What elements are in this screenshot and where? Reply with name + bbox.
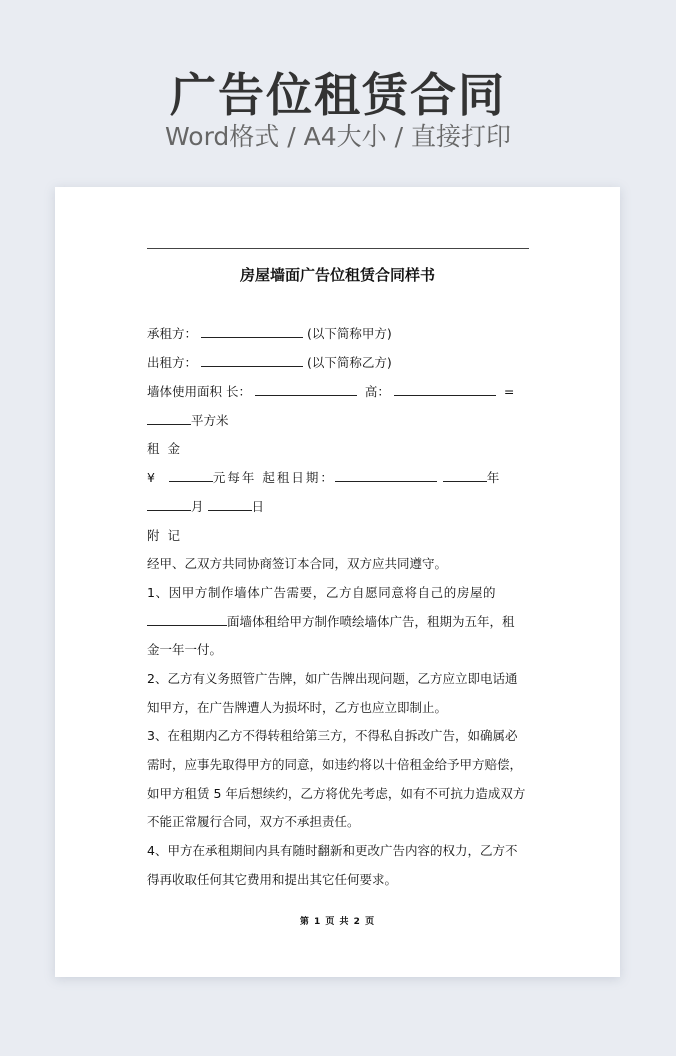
height-blank[interactable] <box>394 383 496 396</box>
document-title: 房屋墙面广告位租赁合同样书 <box>239 266 435 284</box>
clause-2-line-2: 知甲方，在广告牌遭人为损坏时，乙方也应立即制止。 <box>147 700 448 715</box>
page-footer: 第 1 页 共 2 页 <box>299 917 376 927</box>
year-label: 年 <box>486 470 502 485</box>
document-page <box>55 187 620 977</box>
height-label: 高： <box>364 384 390 399</box>
area-line <box>147 383 531 401</box>
currency-symbol: ¥ <box>147 470 157 485</box>
date-line <box>147 498 531 516</box>
wall-blank[interactable] <box>147 613 227 626</box>
area-blank[interactable] <box>147 412 191 425</box>
per-year-label: 元每年 起租日期： <box>212 470 335 485</box>
clause-4-line-1: 4、甲方在承租期间内具有随时翻新和更改广告内容的权力，乙方不 <box>147 843 518 858</box>
lessee-line <box>147 325 531 343</box>
year-blank[interactable] <box>443 469 487 482</box>
start-date-blank[interactable] <box>335 469 437 482</box>
clause-2-line-1: 2、乙方有义务照管广告牌，如广告牌出现问题，乙方应立即电话通 <box>147 671 518 686</box>
lessor-blank[interactable] <box>201 354 303 367</box>
clause-3-line-2: 需时，应事先取得甲方的同意，如违约将以十倍租金给予甲方赔偿， <box>147 757 523 772</box>
month-label: 月 <box>191 499 204 514</box>
length-blank[interactable] <box>255 383 357 396</box>
clause-4-line-2: 得再收取任何其它费用和提出其它任何要求。 <box>147 872 398 887</box>
notes-heading: 附 记 <box>147 528 182 543</box>
lessor-line <box>147 354 531 372</box>
clause-3-line-4: 不能正常履行合同，双方不承担责任。 <box>147 814 360 829</box>
lessor-note: (以下简称乙方) <box>306 355 392 370</box>
area-unit: 平方米 <box>191 413 229 428</box>
hero-title: 广告位租赁合同 <box>170 68 506 122</box>
day-label: 日 <box>251 499 265 514</box>
clause-1-line-3: 金一年一付。 <box>147 642 223 657</box>
rent-heading: 租 金 <box>147 441 182 456</box>
header-rule <box>147 248 529 249</box>
rent-line <box>147 469 531 487</box>
day-blank[interactable] <box>208 498 252 511</box>
equals-sign: = <box>503 384 515 399</box>
clause-1-line-2-text: 面墙体租给甲方制作喷绘墙体广告，租期为五年，租 <box>227 614 515 629</box>
lessee-note: (以下简称甲方) <box>306 326 392 341</box>
clause-1-line-1: 1、因甲方制作墙体广告需要，乙方自愿同意将自己的房屋的 <box>147 585 497 600</box>
area-unit-line <box>147 412 531 430</box>
rent-amount-blank[interactable] <box>169 469 213 482</box>
hero-subtitle: Word格式 / A4大小 / 直接打印 <box>165 122 511 151</box>
area-label: 墙体使用面积 长： <box>147 384 251 399</box>
lessee-blank[interactable] <box>201 325 303 338</box>
month-blank[interactable] <box>147 498 191 511</box>
intro-text: 经甲、乙双方共同协商签订本合同，双方应共同遵守。 <box>147 556 448 571</box>
lessee-label: 承租方： <box>147 326 198 341</box>
clause-3-line-1: 3、在租期内乙方不得转租给第三方，不得私自拆改广告，如确属必 <box>147 728 518 743</box>
clause-1-line-2 <box>147 613 531 631</box>
lessor-label: 出租方： <box>147 355 198 370</box>
clause-3-line-3: 如甲方租赁 5 年后想续约，乙方将优先考虑，如有不可抗力造成双方 <box>147 786 526 801</box>
